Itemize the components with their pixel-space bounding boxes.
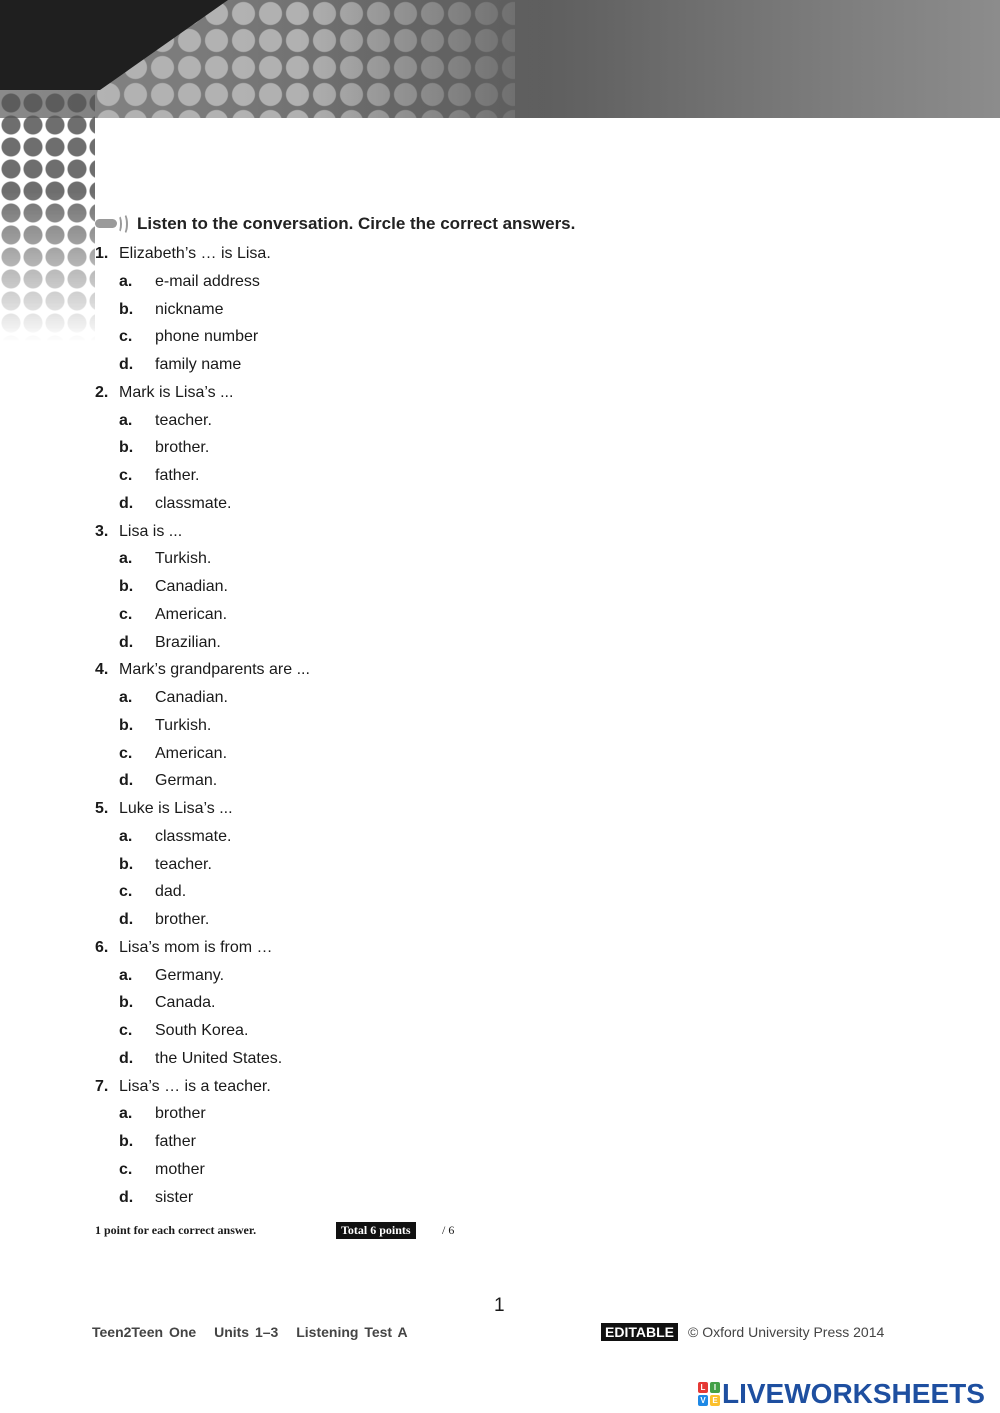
logo-letter: L xyxy=(698,1382,708,1393)
option-text: father xyxy=(155,1133,196,1150)
instruction-line xyxy=(95,210,575,238)
option-text: Canada. xyxy=(155,994,216,1012)
option-text: Brazilian. xyxy=(155,633,221,651)
option-letter: d. xyxy=(119,1188,134,1206)
answer-option-7-d[interactable] xyxy=(119,1188,193,1208)
option-letter: d. xyxy=(119,911,134,928)
option-letter: a. xyxy=(119,1105,133,1123)
option-text: nickname xyxy=(155,300,224,318)
option-text: phone number xyxy=(155,328,259,346)
total-points-badge: Total 6 points xyxy=(336,1222,416,1239)
liveworksheets-wordmark: LIVEWORKSHEETS xyxy=(722,1378,985,1409)
option-text: teacher. xyxy=(155,411,212,429)
option-letter: a. xyxy=(119,550,133,568)
answer-option-7-c[interactable] xyxy=(119,1160,205,1180)
page-number: 1 xyxy=(494,1295,505,1316)
logo-letter: E xyxy=(710,1395,720,1406)
question-3 xyxy=(95,522,182,542)
option-text: dad. xyxy=(155,883,187,901)
answer-option-2-a[interactable] xyxy=(119,411,212,431)
option-text: Germany. xyxy=(155,966,225,984)
footer-book-title: Teen2Teen One xyxy=(92,1324,197,1340)
option-letter: c. xyxy=(119,328,133,346)
option-text: brother xyxy=(155,1105,206,1123)
answer-option-6-a[interactable] xyxy=(119,966,224,986)
question-text: Luke is Lisa’s ... xyxy=(119,800,233,817)
liveworksheets-logo xyxy=(698,1378,985,1410)
question-text: Lisa’s mom is from … xyxy=(119,938,273,956)
logo-letter: V xyxy=(698,1395,708,1406)
option-letter: a. xyxy=(119,827,133,845)
footer-units: Units 1–3 xyxy=(214,1324,279,1340)
question-number: 1. xyxy=(95,245,109,262)
option-text: classmate. xyxy=(155,494,232,512)
answer-option-6-d[interactable] xyxy=(119,1049,282,1069)
question-text: Mark is Lisa’s ... xyxy=(119,383,234,401)
option-text: classmate. xyxy=(155,827,232,845)
option-letter: d. xyxy=(119,633,134,651)
option-text: family name xyxy=(155,356,242,373)
option-text: the United States. xyxy=(155,1049,283,1067)
answer-option-6-c[interactable] xyxy=(119,1021,248,1041)
question-text: Elizabeth’s … is Lisa. xyxy=(119,245,271,262)
option-letter: c. xyxy=(119,467,133,484)
option-letter: a. xyxy=(119,411,133,429)
option-text: American. xyxy=(155,744,228,762)
question-number: 4. xyxy=(95,661,109,679)
option-text: brother. xyxy=(155,911,210,928)
side-dot-pattern xyxy=(0,92,95,342)
header-gradient xyxy=(300,0,1000,118)
question-7 xyxy=(95,1077,271,1097)
question-2 xyxy=(95,383,233,403)
answer-option-4-c[interactable] xyxy=(119,744,227,764)
editable-badge: EDITABLE xyxy=(601,1323,678,1341)
option-letter: a. xyxy=(119,689,133,706)
answer-option-3-c[interactable] xyxy=(119,605,227,625)
question-5 xyxy=(95,799,233,819)
answer-option-7-a[interactable] xyxy=(119,1104,206,1124)
audio-speaker-icon[interactable] xyxy=(95,213,129,235)
option-letter: c. xyxy=(119,1022,133,1039)
option-text: Canadian. xyxy=(155,578,228,595)
answer-option-5-b[interactable] xyxy=(119,855,212,875)
answer-option-5-d[interactable] xyxy=(119,910,209,930)
header-dark-block xyxy=(0,0,100,90)
header-dark-corner xyxy=(100,0,228,90)
answer-option-4-d[interactable] xyxy=(119,771,217,791)
option-letter: b. xyxy=(119,578,134,595)
answer-option-2-d[interactable] xyxy=(119,494,231,514)
option-letter: b. xyxy=(119,439,134,457)
option-letter: d. xyxy=(119,772,134,790)
question-number: 3. xyxy=(95,522,109,540)
answer-option-1-a[interactable] xyxy=(119,272,260,292)
option-text: mother xyxy=(155,1160,205,1178)
question-number: 5. xyxy=(95,800,109,817)
answer-option-2-b[interactable] xyxy=(119,438,209,458)
question-number: 7. xyxy=(95,1077,109,1095)
question-6 xyxy=(95,938,273,958)
question-text: Mark’s grandparents are ... xyxy=(119,661,310,679)
question-4 xyxy=(95,660,310,680)
answer-option-1-d[interactable] xyxy=(119,355,241,375)
answer-option-7-b[interactable] xyxy=(119,1132,196,1152)
option-text: American. xyxy=(155,605,228,623)
answer-option-3-a[interactable] xyxy=(119,549,211,569)
option-letter: a. xyxy=(119,966,133,984)
option-letter: d. xyxy=(119,1049,134,1067)
option-letter: b. xyxy=(119,300,134,318)
option-text: Turkish. xyxy=(155,716,212,734)
question-1 xyxy=(95,244,271,264)
answer-option-1-b[interactable] xyxy=(119,300,223,320)
footer-test-name: Listening Test A xyxy=(296,1324,408,1340)
option-letter: c. xyxy=(119,883,133,901)
option-letter: b. xyxy=(119,1133,134,1150)
score-field[interactable]: / 6 xyxy=(442,1223,455,1237)
answer-option-2-c[interactable] xyxy=(119,466,199,486)
question-number: 2. xyxy=(95,383,109,401)
option-text: father. xyxy=(155,467,200,484)
option-letter: d. xyxy=(119,356,134,373)
copyright-text: © Oxford University Press 2014 xyxy=(688,1324,885,1340)
points-note: 1 point for each correct answer. xyxy=(95,1223,257,1237)
option-text: brother. xyxy=(155,439,210,457)
option-letter: c. xyxy=(119,744,133,762)
option-text: Turkish. xyxy=(155,550,212,568)
question-text: Lisa’s … is a teacher. xyxy=(119,1077,271,1095)
question-number: 6. xyxy=(95,938,109,956)
answer-option-5-c[interactable] xyxy=(119,882,186,902)
answer-option-3-b[interactable] xyxy=(119,577,228,597)
option-text: South Korea. xyxy=(155,1022,249,1039)
answer-option-4-a[interactable] xyxy=(119,688,228,708)
option-text: e-mail address xyxy=(155,272,260,290)
logo-letter: I xyxy=(710,1382,720,1393)
option-text: teacher. xyxy=(155,855,212,873)
header-banner xyxy=(0,0,1000,118)
option-text: sister xyxy=(155,1188,194,1206)
option-text: Canadian. xyxy=(155,689,228,706)
question-text: Lisa is ... xyxy=(119,522,183,540)
answer-option-4-b[interactable] xyxy=(119,716,211,736)
option-letter: c. xyxy=(119,605,133,623)
option-letter: c. xyxy=(119,1160,133,1178)
answer-option-6-b[interactable] xyxy=(119,993,216,1013)
option-letter: b. xyxy=(119,994,134,1012)
option-letter: b. xyxy=(119,716,134,734)
answer-option-5-a[interactable] xyxy=(119,827,231,847)
option-letter: a. xyxy=(119,272,133,290)
liveworksheets-icon xyxy=(698,1382,720,1406)
answer-option-1-c[interactable] xyxy=(119,327,258,347)
option-text: German. xyxy=(155,772,218,790)
option-letter: d. xyxy=(119,494,134,512)
footer-book-info xyxy=(92,1324,420,1340)
answer-option-3-d[interactable] xyxy=(119,633,221,653)
option-letter: b. xyxy=(119,855,134,873)
instruction-text: Listen to the conversation. Circle the correct answers. xyxy=(137,214,576,233)
